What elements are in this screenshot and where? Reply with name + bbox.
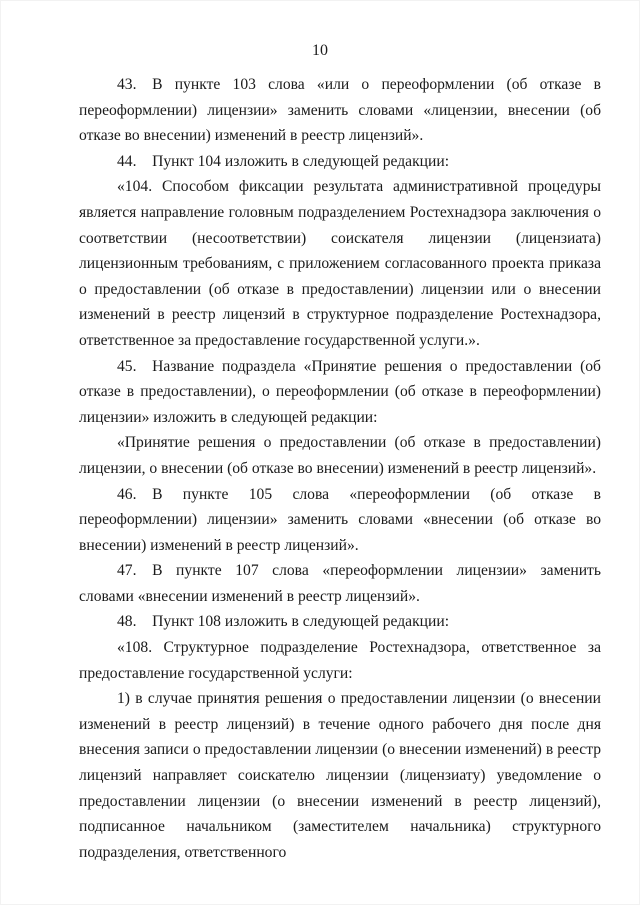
paragraph-44: 44. Пункт 104 изложить в следующей редакции: — [117, 152, 450, 170]
paragraph-104-quote: «104. Способом фиксации результата административной процедуры является направление головным подразделением Ростехнадзора заключения о соответствии (несоответствии) соискателя лицензии (лицензиата) лицензионным требованиям, с приложением согласованного проекта приказа о предоставлении (об отказе в предоставлении) лицензии или о внесении изменений в реестр лицензий в структурное подразделение Ростехнадзора, ответственное за предоставление государственной услуги.». — [79, 178, 601, 349]
document-body — [79, 72, 601, 865]
page-number: 10 — [312, 42, 328, 59]
paragraph-108-item-1: 1) в случае принятия решения о предоставлении лицензии (о внесении изменений в реестр лицензий) в течение одного рабочего дня после дня внесения записи о предоставлении лицензии (о внесении изменений) в реестр лицензий направляет соискателю лицензии (лицензиату) уведомление о предоставлении лицензии (о внесении изменений в реестр лицензий), подписанное начальником (заместителем начальника) структурного подразделения, ответственного — [79, 690, 601, 861]
paragraph-45: 45. Название подраздела «Принятие решения о предоставлении (об отказе в предоставлении), о переоформлении (об отказе в переоформлении) лицензии» изложить в следующей редакции: — [79, 357, 601, 426]
paragraph-43: 43. В пункте 103 слова «или о переоформлении (об отказе в переоформлении) лицензии» заменить словами «лицензии, внесении (об отказе во внесении) изменений в реестр лицензий». — [79, 76, 601, 145]
paragraph-45-quote: «Принятие решения о предоставлении (об отказе в предоставлении) лицензии, о внесении (об отказе во внесении) изменений в реестр лицензий». — [79, 434, 601, 477]
paragraph-46: 46. В пункте 105 слова «переоформлении (об отказе в переоформлении) лицензии» заменить словами «внесении (об отказе во внесении) изменений в реестр лицензий». — [79, 485, 601, 554]
paragraph-48: 48. Пункт 108 изложить в следующей редакции: — [117, 613, 450, 631]
paragraph-108-quote: «108. Структурное подразделение Ростехнадзора, ответственное за предоставление государственной услуги: — [79, 639, 601, 682]
paragraph-47: 47. В пункте 107 слова «переоформлении лицензии» заменить словами «внесении изменений в реестр лицензий». — [79, 562, 601, 605]
